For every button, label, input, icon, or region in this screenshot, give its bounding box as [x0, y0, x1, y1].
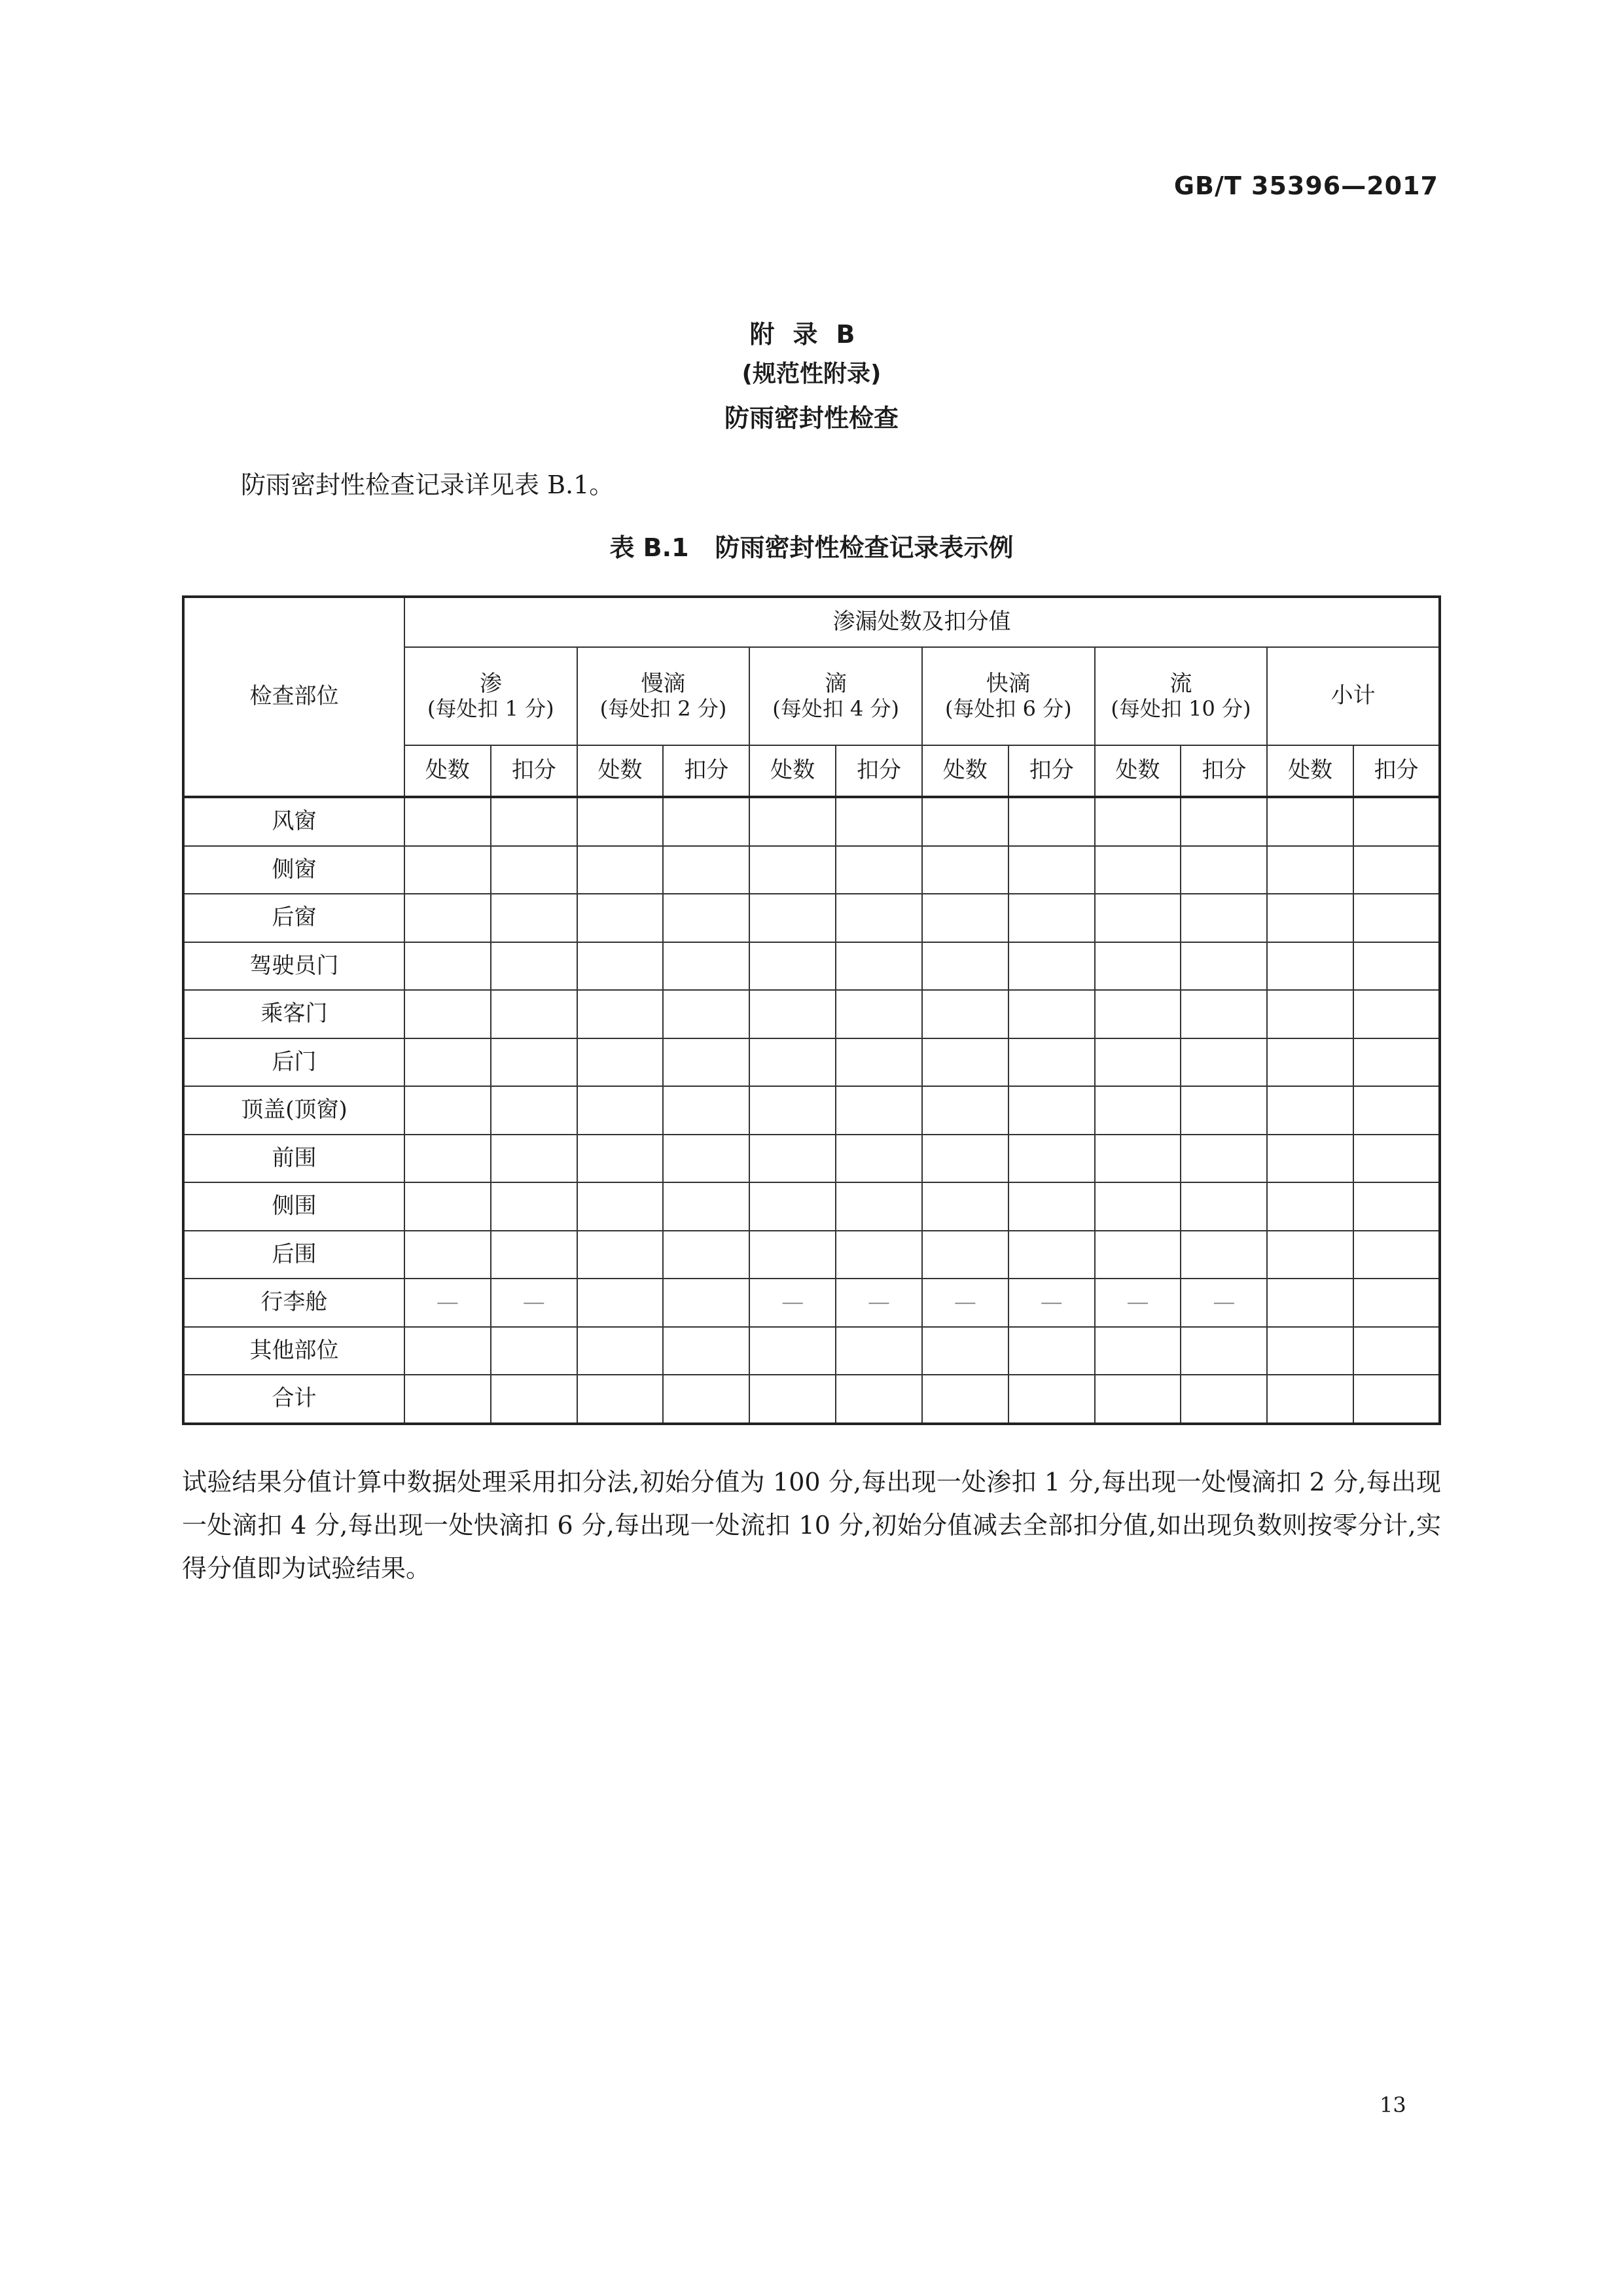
table-cell — [577, 1327, 664, 1375]
table-row — [183, 942, 1440, 991]
table-cell — [577, 1135, 664, 1183]
table-cell — [577, 1182, 664, 1231]
table-cell — [491, 1327, 577, 1375]
count-subheader: 处数 — [922, 745, 1008, 797]
table-cell — [1267, 1086, 1353, 1135]
table-cell — [836, 1038, 922, 1087]
table-cell — [1353, 894, 1440, 942]
table-cell — [491, 1231, 577, 1279]
table-cell — [749, 797, 836, 846]
row-label: 前围 — [183, 1135, 404, 1183]
annex-title: 防雨密封性检查 — [724, 404, 899, 433]
table-cell — [836, 1327, 922, 1375]
table-cell — [922, 846, 1008, 894]
table-cell — [922, 942, 1008, 991]
table-cell — [577, 1086, 664, 1135]
row-label: 后围 — [183, 1231, 404, 1279]
table-cell — [1267, 1327, 1353, 1375]
table-cell — [836, 1231, 922, 1279]
table-cell — [1008, 1375, 1095, 1424]
table-cell — [663, 1038, 749, 1087]
table-cell — [749, 990, 836, 1038]
table-cell — [577, 942, 664, 991]
category-rule: (每处扣 2 分) — [599, 696, 727, 722]
deduct-subheader: 扣分 — [1353, 745, 1440, 797]
table-cell — [749, 1231, 836, 1279]
table-cell — [663, 1182, 749, 1231]
table-cell — [749, 1182, 836, 1231]
table-cell — [922, 990, 1008, 1038]
category-header — [922, 647, 1095, 745]
table-number: 表 B.1 — [609, 533, 689, 562]
table-cell — [1181, 990, 1267, 1038]
table-cell — [1267, 1279, 1353, 1327]
table-cell — [577, 1375, 664, 1424]
row-label: 侧围 — [183, 1182, 404, 1231]
table-cell — [1008, 1086, 1095, 1135]
table-cell — [1181, 846, 1267, 894]
deduct-subheader: 扣分 — [1181, 745, 1267, 797]
table-title: 防雨密封性检查记录表示例 — [715, 533, 1014, 562]
table-cell — [491, 1038, 577, 1087]
table-row — [183, 1086, 1440, 1135]
row-label: 后窗 — [183, 894, 404, 942]
table-cell — [1267, 1038, 1353, 1087]
inspection-record-table — [182, 595, 1441, 1425]
table-cell — [577, 797, 664, 846]
table-row — [183, 1182, 1440, 1231]
table-cell — [836, 1375, 922, 1424]
table-cell — [1181, 894, 1267, 942]
table-cell — [1008, 942, 1095, 991]
table-cell — [663, 1279, 749, 1327]
category-name: 快滴 — [986, 671, 1031, 698]
table-cell — [404, 846, 491, 894]
table-row — [183, 990, 1440, 1038]
table-cell — [1095, 1038, 1181, 1087]
category-name: 慢滴 — [641, 671, 686, 698]
count-subheader: 处数 — [749, 745, 836, 797]
table-cell — [404, 1038, 491, 1087]
table-cell — [491, 1086, 577, 1135]
table-cell — [1095, 894, 1181, 942]
table-cell — [1353, 942, 1440, 991]
table-cell — [404, 1182, 491, 1231]
table-row — [183, 894, 1440, 942]
category-rule: (每处扣 6 分) — [944, 696, 1072, 722]
row-label: 乘客门 — [183, 990, 404, 1038]
deduct-subheader: 扣分 — [1008, 745, 1095, 797]
table-cell — [1181, 1231, 1267, 1279]
table-cell — [836, 942, 922, 991]
intro-text: 防雨密封性检查记录详见表 B.1。 — [241, 470, 615, 499]
table-cell — [1181, 797, 1267, 846]
table-cell — [1008, 1182, 1095, 1231]
table-cell — [491, 846, 577, 894]
table-cell — [836, 797, 922, 846]
table-cell — [577, 894, 664, 942]
table-cell — [1181, 942, 1267, 991]
table-cell — [1353, 1135, 1440, 1183]
table-cell — [1353, 1038, 1440, 1087]
row-label: 后门 — [183, 1038, 404, 1087]
deduct-subheader: 扣分 — [663, 745, 749, 797]
table-cell — [663, 1086, 749, 1135]
table-cell — [1353, 1231, 1440, 1279]
table-cell — [749, 1038, 836, 1087]
group-header-cell: 渗漏处数及扣分值 — [404, 597, 1440, 647]
table-cell — [922, 1135, 1008, 1183]
table-cell — [663, 1231, 749, 1279]
table-cell — [1181, 1038, 1267, 1087]
table-row — [183, 1038, 1440, 1087]
count-subheader: 处数 — [404, 745, 491, 797]
standard-code: GB/T 35396—2017 — [1173, 171, 1438, 200]
table-cell — [1267, 846, 1353, 894]
table-cell — [749, 1327, 836, 1375]
row-label: 顶盖(顶窗) — [183, 1086, 404, 1135]
table-cell — [1008, 797, 1095, 846]
table-cell — [404, 1375, 491, 1424]
table-cell — [491, 797, 577, 846]
table-cell — [1095, 846, 1181, 894]
table-cell — [491, 1135, 577, 1183]
dash-cell: — — [404, 1279, 491, 1327]
table-row — [183, 1375, 1440, 1424]
category-rule: (每处扣 4 分) — [772, 696, 899, 722]
row-label: 行李舱 — [183, 1279, 404, 1327]
table-cell — [749, 846, 836, 894]
table-cell — [749, 942, 836, 991]
table-cell — [1267, 942, 1353, 991]
table-cell — [922, 1375, 1008, 1424]
table-cell — [922, 1327, 1008, 1375]
table-cell — [663, 894, 749, 942]
table-cell — [922, 1086, 1008, 1135]
table-cell — [1353, 1375, 1440, 1424]
table-cell — [749, 1375, 836, 1424]
table-cell — [1095, 990, 1181, 1038]
dash-cell: — — [749, 1279, 836, 1327]
table-cell — [922, 894, 1008, 942]
table-cell — [663, 846, 749, 894]
table-cell — [1095, 1375, 1181, 1424]
table-cell — [663, 1375, 749, 1424]
table-cell — [663, 990, 749, 1038]
table-cell — [1353, 1182, 1440, 1231]
table-cell — [1095, 1327, 1181, 1375]
table-row — [183, 1279, 1440, 1327]
table-cell — [1008, 1038, 1095, 1087]
table-cell — [1353, 846, 1440, 894]
table-cell — [1353, 990, 1440, 1038]
table-cell — [1267, 990, 1353, 1038]
result-paragraph: 试验结果分值计算中数据处理采用扣分法,初始分值为 100 分,每出现一处渗扣 1 分,每出现一处慢滴扣 2 分,每出现一处滴扣 4 分,每出现一处快滴扣 6 分,每出现一处流扣 10 分,初始分值减去全部扣分值,如出现负数则按零分计,实得分值即为试验结果。 — [182, 1468, 1441, 1583]
category-name: 流 — [1169, 671, 1192, 698]
table-cell — [577, 1231, 664, 1279]
table-cell — [577, 990, 664, 1038]
table-cell — [491, 1375, 577, 1424]
table-cell — [1095, 1086, 1181, 1135]
table-cell — [922, 1182, 1008, 1231]
table-cell — [836, 846, 922, 894]
row-label: 风窗 — [183, 797, 404, 846]
table-cell — [836, 1086, 922, 1135]
dash-cell: — — [922, 1279, 1008, 1327]
category-header — [749, 647, 922, 745]
table-cell — [1353, 1086, 1440, 1135]
category-rule: (每处扣 1 分) — [427, 696, 554, 722]
row-label: 其他部位 — [183, 1327, 404, 1375]
table-body — [183, 797, 1440, 1424]
table-cell — [1008, 1135, 1095, 1183]
category-name: 滴 — [825, 671, 847, 698]
table-cell — [836, 894, 922, 942]
table-row — [183, 1135, 1440, 1183]
count-subheader: 处数 — [1095, 745, 1181, 797]
table-cell — [1095, 797, 1181, 846]
dash-cell: — — [1008, 1279, 1095, 1327]
deduct-subheader: 扣分 — [491, 745, 577, 797]
category-rule: (每处扣 10 分) — [1111, 696, 1251, 722]
row-header-cell: 检查部位 — [183, 597, 404, 797]
table-cell — [491, 942, 577, 991]
table-cell — [663, 1135, 749, 1183]
table-cell — [1181, 1182, 1267, 1231]
row-label: 驾驶员门 — [183, 942, 404, 991]
table-cell — [922, 1038, 1008, 1087]
category-header — [577, 647, 750, 745]
dash-cell: — — [491, 1279, 577, 1327]
table-cell — [749, 1086, 836, 1135]
table-cell — [577, 846, 664, 894]
table-cell — [1008, 1327, 1095, 1375]
table-cell — [1095, 1231, 1181, 1279]
row-label: 侧窗 — [183, 846, 404, 894]
table-cell — [1095, 1182, 1181, 1231]
table-cell — [1181, 1135, 1267, 1183]
table-cell — [1267, 894, 1353, 942]
table-cell — [1267, 1135, 1353, 1183]
category-name: 渗 — [479, 671, 502, 698]
table-cell — [404, 894, 491, 942]
table-cell — [1008, 846, 1095, 894]
table-cell — [1095, 1135, 1181, 1183]
table-cell — [404, 1135, 491, 1183]
table-caption — [0, 527, 1623, 563]
category-header — [404, 647, 577, 745]
annex-type: (规范性附录) — [741, 361, 882, 387]
table-cell — [1008, 990, 1095, 1038]
table-cell — [404, 942, 491, 991]
table-cell — [663, 942, 749, 991]
deduct-subheader: 扣分 — [836, 745, 922, 797]
table-row — [183, 846, 1440, 894]
row-label: 合计 — [183, 1375, 404, 1424]
table-cell — [663, 797, 749, 846]
count-subheader: 处数 — [577, 745, 664, 797]
table-cell — [836, 990, 922, 1038]
table-cell — [404, 1327, 491, 1375]
table-cell — [749, 1135, 836, 1183]
table-cell — [836, 1135, 922, 1183]
table-cell — [1181, 1375, 1267, 1424]
table-cell — [404, 1231, 491, 1279]
table-cell — [1181, 1327, 1267, 1375]
table-row — [183, 797, 1440, 846]
table-row — [183, 1231, 1440, 1279]
count-subheader: 处数 — [1267, 745, 1353, 797]
table-cell — [922, 797, 1008, 846]
annex-label: 附录B — [749, 320, 874, 349]
table-cell — [577, 1038, 664, 1087]
table-cell — [404, 797, 491, 846]
table-cell — [663, 1327, 749, 1375]
table-cell — [1353, 797, 1440, 846]
table-cell — [836, 1182, 922, 1231]
category-header — [1095, 647, 1268, 745]
table-cell — [1353, 1327, 1440, 1375]
table-cell — [1267, 1231, 1353, 1279]
page-number: 13 — [1380, 2093, 1406, 2117]
dash-cell: — — [836, 1279, 922, 1327]
table-cell — [1267, 797, 1353, 846]
table-cell — [1181, 1086, 1267, 1135]
table-cell — [922, 1231, 1008, 1279]
table-cell — [491, 1182, 577, 1231]
table-row — [183, 1327, 1440, 1375]
table-cell — [749, 894, 836, 942]
table-cell — [1008, 1231, 1095, 1279]
table-cell — [404, 1086, 491, 1135]
table-cell — [1095, 942, 1181, 991]
table-cell — [1008, 894, 1095, 942]
table-cell — [491, 990, 577, 1038]
subtotal-header: 小计 — [1267, 647, 1440, 745]
table-cell — [491, 894, 577, 942]
table-cell — [1267, 1182, 1353, 1231]
dash-cell: — — [1095, 1279, 1181, 1327]
table-cell — [404, 990, 491, 1038]
table-cell — [1267, 1375, 1353, 1424]
table-cell — [577, 1279, 664, 1327]
dash-cell: — — [1181, 1279, 1267, 1327]
table-cell — [1353, 1279, 1440, 1327]
